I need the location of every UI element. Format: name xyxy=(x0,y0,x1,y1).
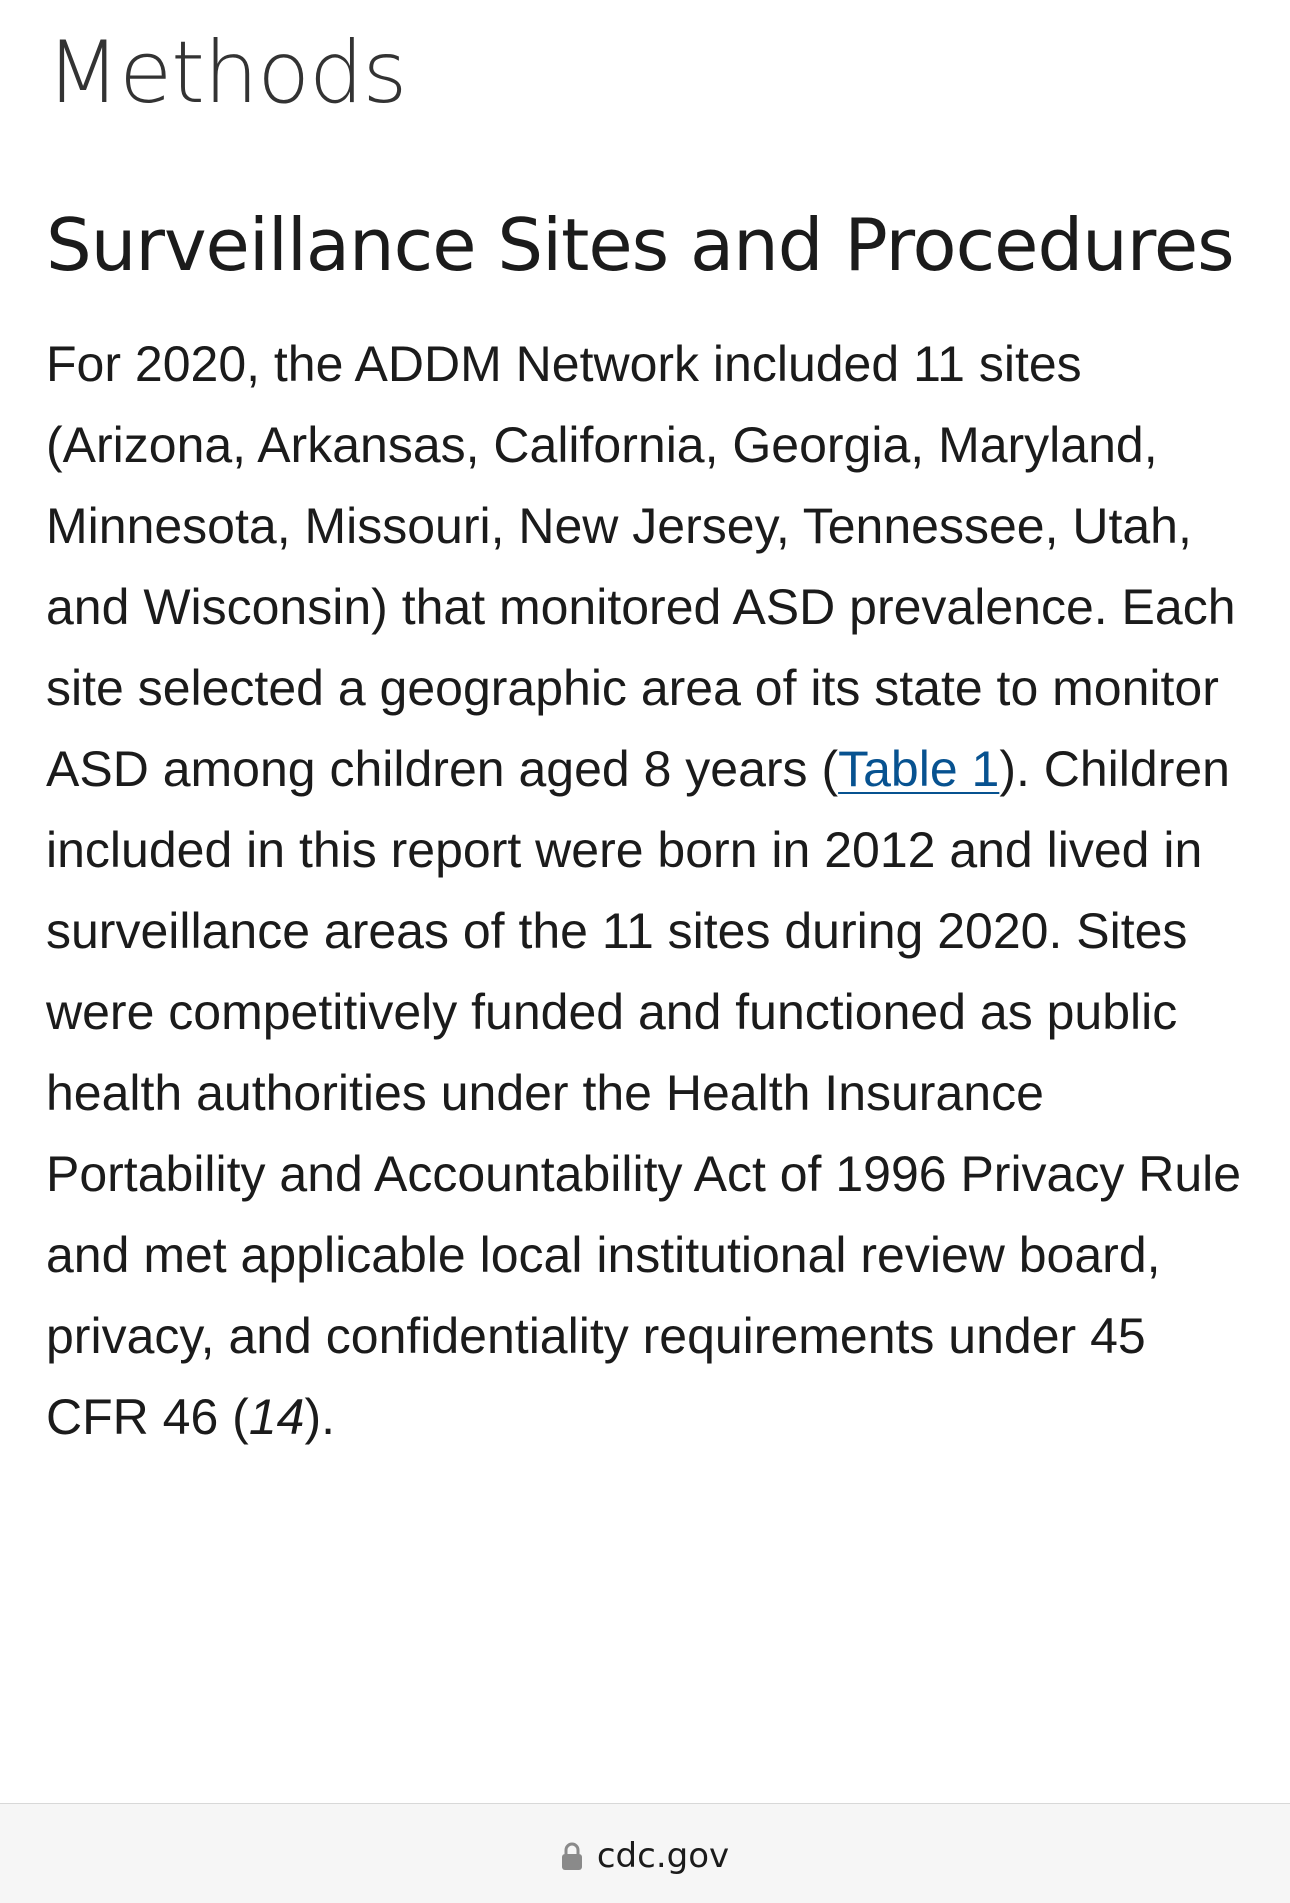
paragraph-text-3: ). xyxy=(304,1389,335,1445)
section-heading: Methods xyxy=(46,23,407,123)
url-text[interactable]: cdc.gov xyxy=(596,1835,730,1876)
paragraph-text-1: For 2020, the ADDM Network included 11 sites (Arizona, Arkansas, California, Georgia, Maryland, Minnesota, Missouri, New Jersey, Tennessee, Utah, and Wisconsin) that monitored ASD prevalence. Each site selected a geographic area of its state to monitor ASD among children aged 8 years ( xyxy=(46,336,1236,797)
body-paragraph xyxy=(46,324,1251,1458)
url-display[interactable] xyxy=(561,1836,729,1876)
table-1-link[interactable]: Table 1 xyxy=(838,741,1000,797)
citation-reference[interactable]: 14 xyxy=(248,1389,305,1445)
subsection-heading: Surveillance Sites and Procedures xyxy=(46,203,1234,287)
browser-address-bar[interactable] xyxy=(0,1803,1290,1903)
paragraph-text-2: ). Children included in this report were born in 2012 and lived in surveillance areas of the 11 sites during 2020. Sites were competitively funded and functioned as public health authorities under the Health Insurance Portability and Accountability Act of 1996 Privacy Rule and met applicable local institutional review board, privacy, and confidentiality requirements under 45 CFR 46 ( xyxy=(46,741,1242,1445)
article-content xyxy=(46,0,1251,1458)
lock-icon xyxy=(561,1841,583,1871)
